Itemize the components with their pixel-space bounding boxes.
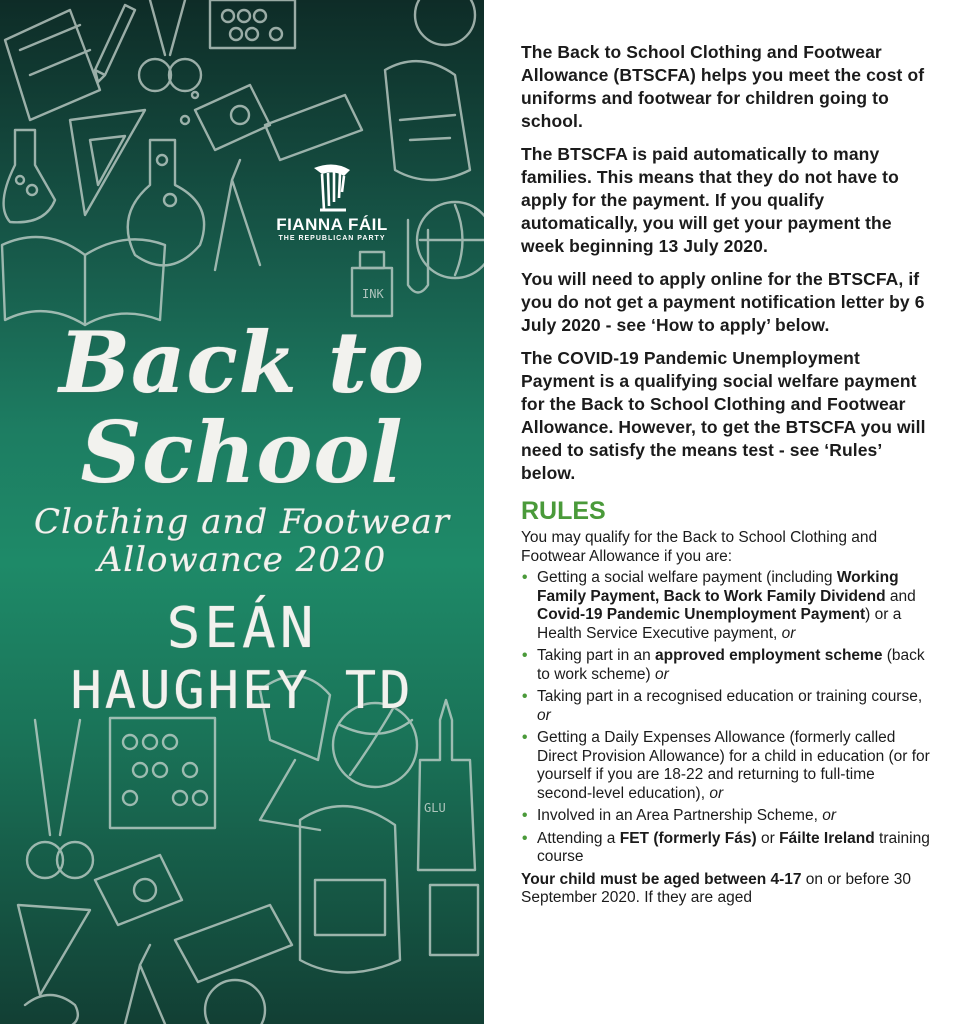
list-item: • Getting a social welfare payment (including Working Family Payment, Back to Work Family Dividend and Covid-19 Pandemic Unemployment Payment) or a Health Service Executive payment, or (522, 569, 916, 642)
plate-doodle (205, 980, 265, 1024)
set-square-lower-doodle (18, 905, 90, 995)
name-line-2: HAUGHEY TD (70, 661, 414, 721)
party-logo (262, 162, 402, 262)
apply-online-paragraph: You will need to apply online for the BTSCFA, if you do not get a payment notification letter by 6 July 2020 - see ‘How to apply’ below. (521, 269, 925, 335)
list-item: • Attending a FET (formerly Fás) or Fáilte Ireland training course (522, 829, 930, 865)
rules-heading: RULES (521, 497, 606, 525)
set-square-doodle (70, 110, 145, 215)
list-item: • Taking part in an approved employment scheme (back to work scheme) or (522, 647, 925, 683)
compass-doodle (215, 160, 260, 270)
bullet-icon: • (522, 807, 528, 824)
subtitle-line-2: Allowance 2020 (97, 540, 387, 580)
sharpener-lower-doodle (95, 855, 182, 925)
bullet-icon: • (522, 569, 528, 586)
compass-lower-doodle (125, 945, 165, 1024)
bullet-icon: • (522, 729, 528, 746)
abacus-lower-doodle (110, 718, 215, 828)
scissors-doodle (150, 0, 185, 55)
covid-payment-paragraph: The COVID-19 Pandemic Unemployment Payment is a qualifying social welfare payment for the Back to School Clothing and Footwear Allowance. However, to get the BTSCFA you will need to satisfy the means test - see ‘Rules’ below. (521, 348, 926, 483)
ink-label: INK (362, 287, 384, 301)
list-item: • Getting a Daily Expenses Allowance (formerly called Direct Provision Allowance) for a child in education (or for yourself if you are 18-22 and returning to full-time second-level education), or (522, 729, 930, 802)
party-name: FIANNA FÁIL (276, 215, 388, 234)
rules-intro: You may qualify for the Back to School Clothing and Footwear Allowance if you are: (521, 529, 878, 565)
list-item: • Involved in an Area Partnership Scheme, or (522, 807, 836, 824)
party-tagline: THE REPUBLICAN PARTY (278, 235, 386, 242)
info-column (521, 41, 931, 908)
ball-doodle (415, 0, 475, 45)
glue-label: GLU (424, 801, 446, 815)
title-line-1: Back to (59, 313, 425, 412)
list-item: • Taking part in a recognised education or training course, or (522, 688, 923, 724)
glue-bottle-doodle (418, 700, 475, 870)
cover-panel (0, 0, 484, 1024)
age-requirement-text: Your child must be aged between 4-17 on or before 30 September 2020. If they are aged (521, 870, 911, 906)
title-line-2: School (80, 403, 404, 502)
apple-doodle (25, 995, 78, 1024)
automatic-payment-paragraph: The BTSCFA is paid automatically to many families. This means that they do not have to apply for the payment. If you qualify automatically, you will get your payment the week beginning 13 July 2020. (521, 144, 899, 256)
eraser-doodle (265, 95, 362, 160)
pencil-doodle (95, 5, 135, 82)
calculator-doodle (430, 885, 478, 955)
intro-paragraph: The Back to School Clothing and Footwear Allowance (BTSCFA) helps you meet the cost of uniforms and footwear for children going to school. (521, 42, 925, 131)
bullet-icon: • (522, 688, 528, 705)
bullet-icon: • (522, 647, 528, 664)
flask-doodle (4, 130, 55, 222)
subtitle-line-1: Clothing and Footwear (33, 502, 451, 542)
rules-list (521, 569, 931, 867)
name-line-1: SEÁN (166, 596, 318, 661)
harp-icon (310, 162, 354, 214)
eraser-lower-doodle (175, 905, 292, 982)
open-book-doodle (2, 237, 165, 325)
scissors-lower-doodle (35, 720, 80, 835)
bullet-icon: • (522, 829, 528, 847)
